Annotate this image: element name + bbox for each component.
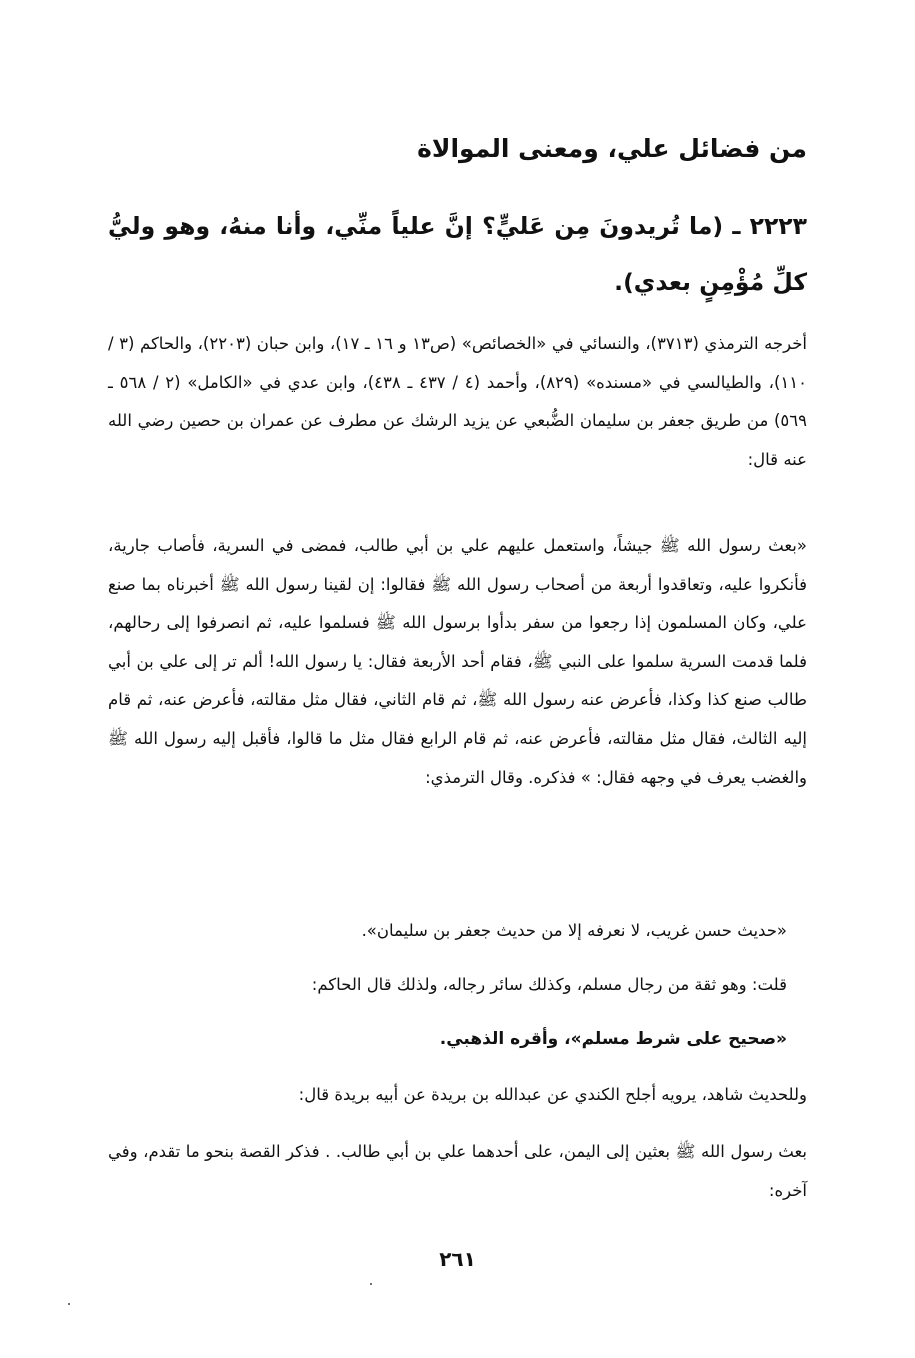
hakim-quote: «صحيح على شرط مسلم»، وأقره الذهبي. <box>439 1029 787 1049</box>
takhrij-paragraph: أخرجه الترمذي (٣٧١٣)، والنسائي في «الخصائص» (ص١٣ و ١٦ ـ ١٧)، وابن حبان (٢٢٠٣)، والحاكم (٣ / ١١٠)، والطيالسي في «مسنده» (٨٢٩)، وأحمد (٤ / ٤٣٧ ـ ٤٣٨)، وابن عدي في «الكامل» (٢ / ٥٦٨ ـ ٥٦٩) من طريق جعفر بن سليمان الضُّبعي عن يزيد الرشك عن مطرف عن عمران بن حصين رضي الله عنه قال: <box>108 334 808 469</box>
page-number: ٢٦١ <box>439 1247 476 1271</box>
tirmidhi-quote: «حديث حسن غريب، لا نعرفه إلا من حديث جعفر بن سليمان». <box>361 921 787 940</box>
section-title: من فضائل علي، ومعنى الموالاة <box>417 134 807 163</box>
scan-speck <box>68 1303 70 1305</box>
hadith-text: ٢٢٢٣ ـ (ما تُريدونَ مِن عَليٍّ؟ إنَّ علياً منِّي، وأنا منهُ، وهو وليُّ كلِّ مُؤْمِنٍ بعدي). <box>108 212 807 296</box>
hadith-story-paragraph: «بعث رسول الله ﷺ جيشاً، واستعمل عليهم علي بن أبي طالب، فمضى في السرية، فأصاب جارية، فأنكروا عليه، وتعاقدوا أربعة من أصحاب رسول الله ﷺ فقالوا: إن لقينا رسول الله ﷺ أخبرناه بما صنع علي، وكان المسلمون إذا رجعوا من سفر بدأوا برسول الله ﷺ فسلموا عليه، ثم انصرفوا إلى رحالهم، فلما قدمت السرية سلموا على النبي ﷺ، فقام أحد الأربعة فقال: يا رسول الله! ألم تر إلى علي بن أبي طالب صنع كذا وكذا، فأعرض عنه رسول الله ﷺ، ثم قام الثاني، فقال مثل مقالته، فأعرض عنه، ثم قام إليه الثالث، فقال مثل مقالته، فأعرض عنه، ثم قام الرابع فقال مثل ما قالوا، فأقبل إليه رسول الله ﷺ والغضب يعرف في وجهه فقال: » فذكره. وقال الترمذي: <box>108 536 807 787</box>
shahid-paragraph: وللحديث شاهد، يرويه أجلح الكندي عن عبدالله بن بريدة عن أبيه بريدة قال: <box>298 1085 807 1104</box>
author-comment-paragraph: قلت: وهو ثقة من رجال مسلم، وكذلك سائر رجاله، ولذلك قال الحاكم: <box>311 975 787 994</box>
buraydah-paragraph: بعث رسول الله ﷺ بعثين إلى اليمن، على أحدهما علي بن أبي طالب. . فذكر القصة بنحو ما تقدم، وفي آخره: <box>108 1142 807 1200</box>
scan-speck <box>370 1283 372 1285</box>
